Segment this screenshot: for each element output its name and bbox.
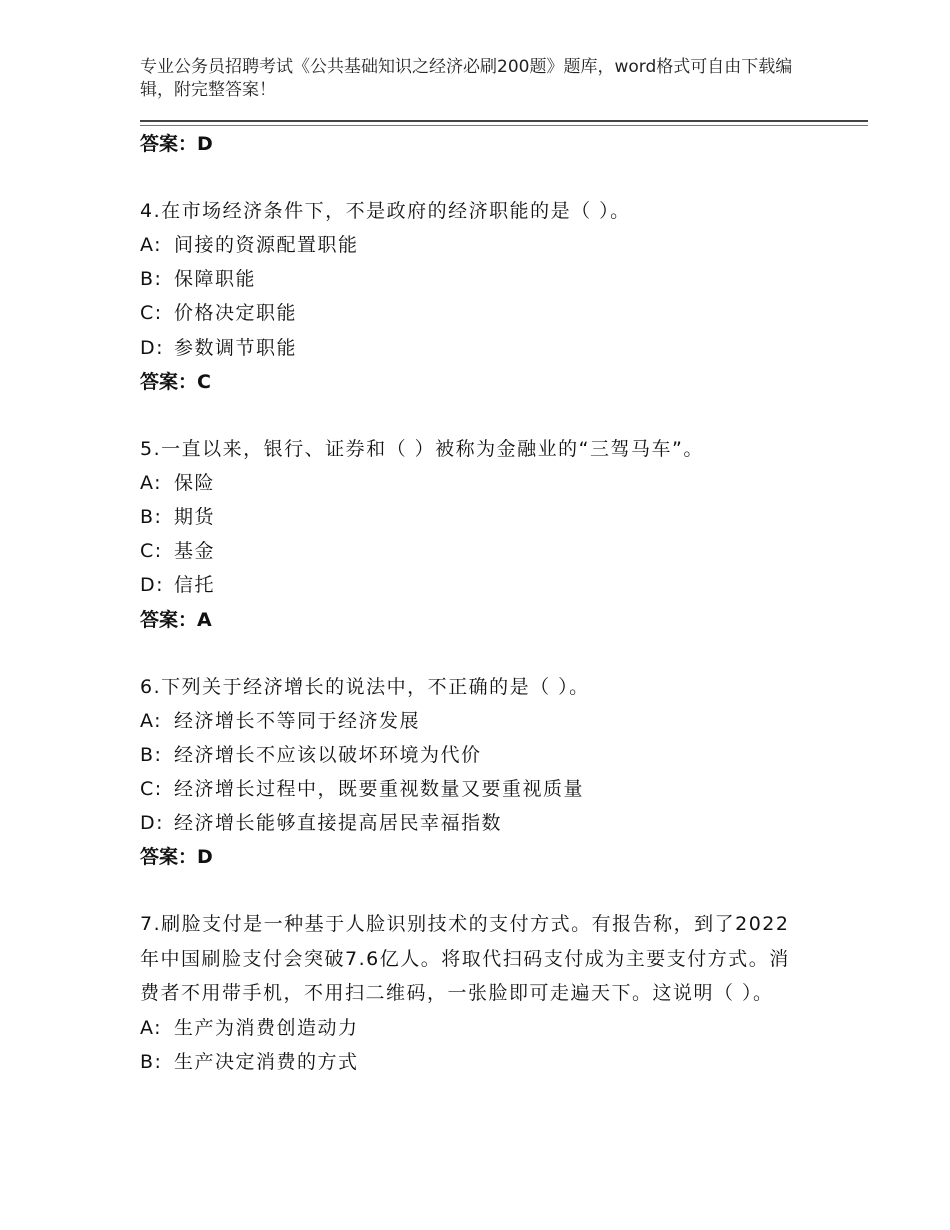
option-letter: A:	[140, 234, 163, 256]
question-4	[140, 194, 800, 399]
option-letter: A:	[140, 709, 163, 732]
option-text: 经济增长不应该以破坏环境为代价	[174, 743, 482, 766]
answer-line: 答案：D	[140, 133, 213, 155]
option-text: 保险	[174, 471, 216, 494]
question-5	[140, 432, 800, 637]
header-divider-thin	[140, 125, 868, 126]
option-letter: D:	[140, 574, 165, 597]
option-text: 经济增长过程中，既要重视数量又要重视质量	[174, 777, 585, 800]
option-d	[140, 806, 800, 840]
answer-line: 答案：D	[140, 846, 213, 869]
header-divider-thick	[140, 120, 868, 122]
option-b	[140, 738, 800, 772]
option-b	[140, 1045, 800, 1079]
option-c	[140, 534, 800, 568]
option-d	[140, 331, 800, 365]
option-letter: B:	[140, 505, 163, 528]
question-stem: 7.刷脸支付是一种基于人脸识别技术的支付方式。有报告称，到了2022年中国刷脸支付会突破7.6亿人。将取代扫码支付成为主要支付方式。消费者不用带手机，不用扫二维码，一张脸即可走遍天下。这说明（ ）。	[140, 913, 790, 1005]
option-text: 间接的资源配置职能	[174, 234, 359, 256]
option-text: 经济增长能够直接提高居民幸福指数	[174, 812, 503, 835]
option-c	[140, 772, 800, 806]
option-text: 价格决定职能	[174, 302, 298, 325]
answer-line: 答案：C	[140, 370, 211, 393]
option-text: 期货	[174, 505, 216, 528]
option-a	[140, 704, 800, 738]
option-a	[140, 466, 800, 500]
option-b	[140, 262, 800, 296]
option-d	[140, 568, 800, 602]
option-letter: A:	[140, 1016, 163, 1039]
document-body	[140, 127, 800, 1079]
option-text: 经济增长不等同于经济发展	[174, 709, 421, 732]
option-text: 保障职能	[174, 268, 257, 291]
question-stem: 6.下列关于经济增长的说法中，不正确的是（ ）。	[140, 675, 590, 698]
option-letter: C:	[140, 302, 163, 325]
option-letter: C:	[140, 540, 163, 563]
document-header: 专业公务员招聘考试《公共基础知识之经济必刷200题》题库，word格式可自由下载编辑，附完整答案！	[140, 57, 793, 100]
option-text: 参数调节职能	[174, 336, 298, 359]
option-b	[140, 500, 800, 534]
answer-line: 答案：A	[140, 608, 212, 631]
option-a	[140, 228, 800, 262]
option-a	[140, 1011, 800, 1045]
option-letter: A:	[140, 471, 163, 494]
question-6	[140, 670, 800, 875]
question-7	[140, 907, 800, 1079]
option-text: 信托	[174, 574, 216, 597]
option-text: 生产为消费创造动力	[174, 1016, 359, 1039]
option-letter: D:	[140, 336, 165, 359]
question-stem: 4.在市场经济条件下，不是政府的经济职能的是（ ）。	[140, 200, 631, 222]
option-text: 生产决定消费的方式	[174, 1050, 359, 1073]
option-text: 基金	[174, 540, 216, 563]
question-stem: 5.一直以来，银行、证券和（ ）被称为金融业的“三驾马车”。	[140, 437, 704, 460]
option-letter: D:	[140, 812, 165, 835]
option-letter: B:	[140, 268, 163, 291]
option-letter: C:	[140, 777, 163, 800]
option-letter: B:	[140, 743, 163, 766]
option-c	[140, 296, 800, 330]
option-letter: B:	[140, 1050, 163, 1073]
